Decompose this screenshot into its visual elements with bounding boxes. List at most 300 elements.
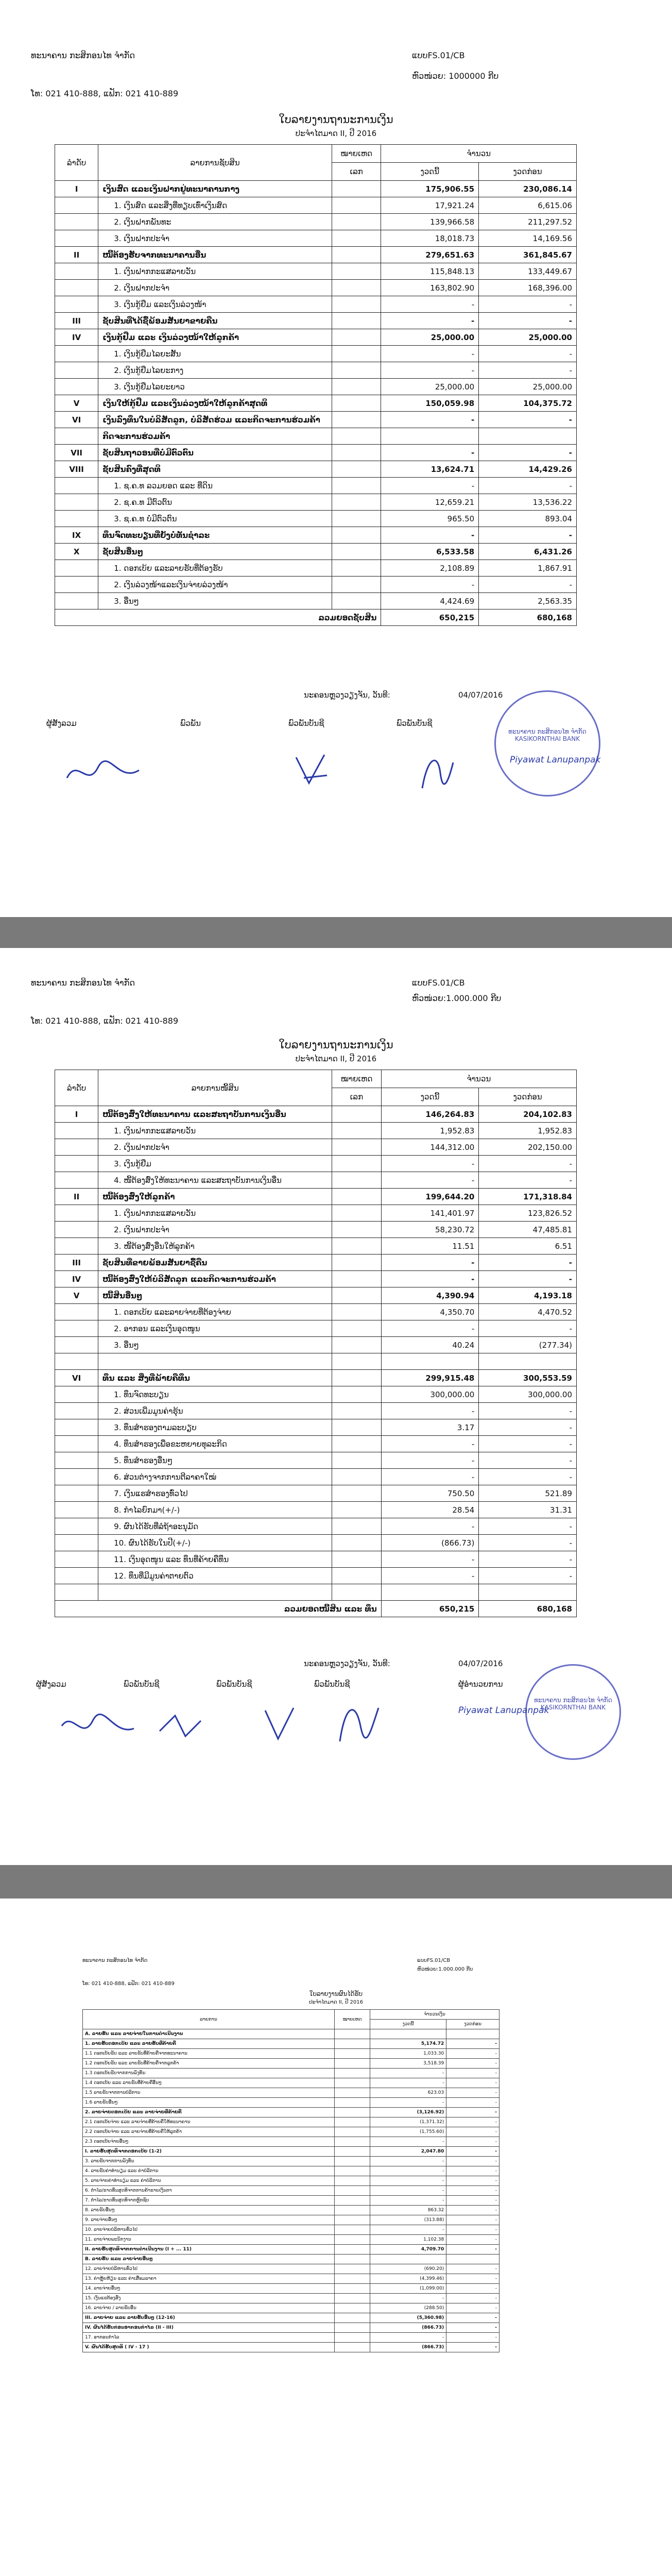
row-current: - <box>370 2294 446 2303</box>
table-row <box>83 2059 499 2069</box>
liabilities-rows <box>55 1106 577 1601</box>
row-label <box>98 1353 332 1370</box>
table-row <box>55 362 577 379</box>
row-label: 1.4 ດອກເບ້ຍ ແລະ ລາຍຮັບທີ່ຄ້າຍຄືອື່ນໆ <box>83 2078 335 2088</box>
row-current: 175,906.55 <box>381 181 479 197</box>
table-row <box>83 2029 499 2039</box>
row-code: VI <box>55 412 98 428</box>
row-previous: (277.34) <box>479 1337 577 1353</box>
row-previous: 47,485.81 <box>479 1222 577 1238</box>
row-previous: 31.31 <box>479 1502 577 1518</box>
row-previous: 211,297.52 <box>479 214 577 230</box>
row-label: 8. ລາຍຮັບອື່ນໆ <box>83 2206 335 2215</box>
row-current: - <box>381 577 479 593</box>
table-row <box>55 1353 577 1370</box>
table-row <box>83 2274 499 2284</box>
row-label: 3. ເງິນກູ້ຢືມ <box>98 1156 332 1172</box>
row-previous: 133,449.67 <box>479 263 577 280</box>
row-code <box>55 1403 98 1419</box>
row-note <box>332 412 381 428</box>
table-row <box>83 2343 499 2352</box>
table-row <box>55 313 577 329</box>
row-note <box>332 1205 381 1222</box>
col-item: ລາຍການໜີ້ສິນ <box>98 1070 332 1106</box>
row-note <box>332 1123 381 1139</box>
form-code: ແບບFS.01/CB <box>412 50 465 60</box>
row-code: II <box>55 1189 98 1205</box>
row-previous: - <box>446 2274 499 2284</box>
table-row <box>55 1436 577 1452</box>
tel-fax: ໂທ: 021 410-888, ແຟັກ: 021 410-889 <box>82 1981 175 1987</box>
page-assets <box>0 0 672 917</box>
signer-2: ພົວພັນ <box>180 719 201 728</box>
row-note <box>335 2127 370 2137</box>
row-current: - <box>370 2225 446 2235</box>
total-previous: 680,168 <box>479 609 577 626</box>
row-previous: - <box>479 1518 577 1535</box>
row-label: 10. ຜົນໄດ້ຮັບໃນປີ(+/-) <box>98 1535 332 1551</box>
row-previous: - <box>446 2303 499 2313</box>
row-previous: 13,536.22 <box>479 494 577 511</box>
row-previous: - <box>446 2157 499 2166</box>
row-current: 6,533.58 <box>381 544 479 560</box>
row-current: - <box>381 1156 479 1172</box>
row-label: ຊັບສິນທີ່ໄດ້ຊື້ພ້ອມສັນຍາຂາຍຄືນ <box>98 313 332 329</box>
row-note <box>332 313 381 329</box>
row-current: - <box>370 2069 446 2078</box>
table-row <box>55 263 577 280</box>
bank-name: ທະນາຄານ ກະສິກອນໄທ ຈຳກັດ <box>31 978 135 988</box>
row-label: 6. ສ່ວນຕ່າງຈາກການຕີລາຄາໃໝ່ <box>98 1469 332 1485</box>
row-current: 300,000.00 <box>381 1386 479 1403</box>
assets-rows <box>55 181 577 609</box>
row-current: (866.73) <box>381 1535 479 1551</box>
row-previous: - <box>446 2235 499 2245</box>
row-note <box>335 2206 370 2215</box>
row-code <box>55 280 98 296</box>
row-label: 3. ອື່ນໆ <box>98 593 332 609</box>
signer-2: ພົວພັນບັນຊີ <box>124 1680 160 1689</box>
row-previous: - <box>446 2245 499 2255</box>
row-note <box>332 1156 381 1172</box>
col-previous: ງວດກ່ອນ <box>446 2020 499 2029</box>
signer-4: ພົວພັນບັນຊີ <box>397 719 433 728</box>
col-previous: ງວດກ່ອນ <box>479 163 577 181</box>
row-previous: 14,429.26 <box>479 461 577 478</box>
row-note <box>332 1518 381 1535</box>
row-note <box>332 560 381 577</box>
table-row <box>55 379 577 395</box>
row-note <box>332 1222 381 1238</box>
table-row <box>55 1106 577 1123</box>
row-code <box>55 230 98 247</box>
row-label: 1. ດອກເບ້ຍ ແລະລາຍຮັບທີ່ຕ້ອງຮັບ <box>98 560 332 577</box>
row-current: (866.73) <box>370 2343 446 2352</box>
row-note <box>332 593 381 609</box>
row-note <box>335 2294 370 2303</box>
row-note <box>332 247 381 263</box>
page-subtitle: ປະຈຳໄຕມາດ II, ປີ 2016 <box>295 1054 377 1063</box>
table-row <box>55 445 577 461</box>
row-label: ເງິນສົດ ແລະເງິນຝາກຢູ່ທະນາຄານກາງ <box>98 181 332 197</box>
row-previous: - <box>446 2176 499 2186</box>
row-note <box>335 2098 370 2108</box>
row-label: III. ລາຍຈ່າຍ ແລະ ລາຍຮັບອື່ນໆ (12-16) <box>83 2313 335 2323</box>
row-previous: - <box>446 2294 499 2303</box>
row-previous: - <box>446 2059 499 2069</box>
row-label: 2. ເງິນຝາກປະຈຳ <box>98 1139 332 1156</box>
row-code <box>55 346 98 362</box>
row-note <box>335 2196 370 2206</box>
row-previous: - <box>446 2088 499 2098</box>
row-label: 17. ອາກອນກຳໄລ <box>83 2333 335 2343</box>
row-previous <box>446 2255 499 2264</box>
row-code <box>55 593 98 609</box>
table-row <box>55 1551 577 1568</box>
row-previous: 4,470.52 <box>479 1304 577 1320</box>
row-code: III <box>55 1255 98 1271</box>
row-note <box>335 2333 370 2343</box>
table-row <box>83 2255 499 2264</box>
sign-place: ນະຄອນຫຼວງວຽງຈັນ, ວັນທີ: <box>304 690 390 700</box>
table-row <box>55 527 577 544</box>
row-note <box>332 1485 381 1502</box>
row-note <box>332 395 381 412</box>
table-row <box>55 280 577 296</box>
row-label: 1. ເງິນຝາກກະແສລາຍວັນ <box>98 263 332 280</box>
signer-5: ຜູ້ອຳນວຍການ <box>458 1680 503 1689</box>
form-code: ແບບFS.01/CB <box>417 1958 451 1963</box>
signature-3 <box>257 1700 304 1747</box>
table-row <box>83 2206 499 2215</box>
row-note <box>335 2284 370 2294</box>
row-note <box>332 1452 381 1469</box>
row-previous: - <box>479 1452 577 1469</box>
row-label: 6. ກຳໄລ/ຂາດທຶນສຸດທິຈາກການຄ້າຂາຍເງິນຕາ <box>83 2186 335 2196</box>
row-current: - <box>381 412 479 428</box>
row-previous: 25,000.00 <box>479 329 577 346</box>
row-label: 1.6 ລາຍຮັບອື່ນໆ <box>83 2098 335 2108</box>
row-previous: - <box>479 527 577 544</box>
row-current: 279,651.63 <box>381 247 479 263</box>
row-previous: - <box>446 2147 499 2157</box>
row-code <box>55 1156 98 1172</box>
col-amount: ຈຳນວນເງິນ <box>370 2010 499 2020</box>
sign-date: 04/07/2016 <box>458 690 503 700</box>
table-row <box>83 2117 499 2127</box>
row-previous: - <box>479 577 577 593</box>
signer-3: ພົວພັນບັນຊີ <box>288 719 324 728</box>
col-current: ງວດນີ້ <box>381 163 479 181</box>
row-label: 1. ລາຍຮັບດອກເບ້ຍ ແລະ ລາຍຮັບທີ່ຄ້າຍຄື <box>83 2039 335 2049</box>
col-amount: ຈຳນວນ <box>381 1070 576 1088</box>
page-income <box>0 1899 672 2576</box>
row-previous <box>479 428 577 445</box>
row-current: - <box>370 2196 446 2206</box>
row-current: - <box>381 1452 479 1469</box>
row-previous: - <box>446 2215 499 2225</box>
row-note <box>332 280 381 296</box>
row-current: 863.32 <box>370 2206 446 2215</box>
table-row <box>55 577 577 593</box>
row-label: 12. ທຶນທີ່ມີມູນຄ່າຕາຍຕົວ <box>98 1568 332 1584</box>
row-previous: - <box>479 1320 577 1337</box>
row-code <box>55 1172 98 1189</box>
row-note <box>332 214 381 230</box>
row-label: ຊັບສິນທີ່ຂາຍພ້ອມສັນຍາຊື້ຄືນ <box>98 1255 332 1271</box>
col-current: ງວດນີ້ <box>370 2020 446 2029</box>
row-note <box>335 2264 370 2274</box>
row-current: 1,952.83 <box>381 1123 479 1139</box>
row-current <box>381 1353 479 1370</box>
row-previous: - <box>479 445 577 461</box>
table-row <box>83 2069 499 2078</box>
row-current <box>370 2255 446 2264</box>
table-row <box>55 1469 577 1485</box>
table-row <box>55 1419 577 1436</box>
row-label: 1. ເງິນສົດ ແລະສິ່ງທີ່ທຽບເທົ່າເງິນສົດ <box>98 197 332 214</box>
row-previous <box>446 2029 499 2039</box>
row-label: ເງິນກູ້ຢືມ ແລະ ເງິນລ່ວງໜ້າໃຫ້ລູກຄ້າ <box>98 329 332 346</box>
table-row <box>83 2176 499 2186</box>
row-note <box>332 577 381 593</box>
row-note <box>335 2225 370 2235</box>
row-current: 40.24 <box>381 1337 479 1353</box>
row-label: 4. ທຶນສຳຮອງເພື່ອຂະຫຍາຍທຸລະກິດ <box>98 1436 332 1452</box>
row-label: 4. ໜີ້ຕ້ອງສົ່ງໃຫ້ທະນາຄານ ແລະສະຖາບັນການເງິນອື່ນ <box>98 1172 332 1189</box>
row-note <box>335 2059 370 2069</box>
signer-1: ຜູ້ສັງລວມ <box>46 719 77 728</box>
row-note <box>332 544 381 560</box>
row-label: ໜີ້ສິນອື່ນໆ <box>98 1287 332 1304</box>
row-previous: - <box>446 2117 499 2127</box>
row-label: 5. ລາຍຈ່າຍຄ່າທຳນຽມ ແລະ ຄ່າບໍລິການ <box>83 2176 335 2186</box>
row-previous: - <box>446 2343 499 2352</box>
row-label: 2. ອາກອນ ແລະເງິນອຸດໜູນ <box>98 1320 332 1337</box>
row-label: V. ຜົນໄດ້ຮັບສຸດທິ ( IV - 17 ) <box>83 2343 335 2352</box>
table-row <box>55 230 577 247</box>
table-row <box>55 461 577 478</box>
row-previous: 6,615.06 <box>479 197 577 214</box>
row-code: III <box>55 313 98 329</box>
row-label: 1. ເງິນກູ້ຢືມໄລຍະສັ້ນ <box>98 346 332 362</box>
row-label: 1. ເງິນຝາກກະແສລາຍວັນ <box>98 1205 332 1222</box>
row-note <box>335 2147 370 2157</box>
row-current: - <box>381 362 479 379</box>
table-row <box>83 2147 499 2157</box>
row-previous: - <box>479 1255 577 1271</box>
table-row <box>55 1271 577 1287</box>
col-note: ໝາຍເຫດ <box>332 145 381 163</box>
row-current <box>381 1584 479 1601</box>
row-current: - <box>370 2166 446 2176</box>
row-label: 10. ລາຍຈ່າຍບໍລິຫານທົ່ວໄປ <box>83 2225 335 2235</box>
row-previous: - <box>446 2098 499 2108</box>
row-label: 13. ຄ່າຫຼຸ້ຍຫ້ຽນ ແລະ ຄ່າເສື່ອມລາຄາ <box>83 2274 335 2284</box>
row-note <box>335 2088 370 2098</box>
row-previous: - <box>446 2225 499 2235</box>
row-previous: - <box>479 313 577 329</box>
row-note <box>335 2323 370 2333</box>
row-note <box>335 2166 370 2176</box>
table-row <box>83 2186 499 2196</box>
row-label: ເງິນໃຫ້ກູ້ຢືມ ແລະເງິນລ່ວງໜ້າໃຫ້ລູກຄ້າສຸດທິ <box>98 395 332 412</box>
row-previous: - <box>446 2323 499 2333</box>
row-previous: - <box>446 2039 499 2049</box>
table-row <box>55 346 577 362</box>
row-previous: - <box>446 2127 499 2137</box>
row-previous: - <box>479 1271 577 1287</box>
row-previous: 300,553.59 <box>479 1370 577 1386</box>
row-previous: - <box>479 362 577 379</box>
row-current: 4,390.94 <box>381 1287 479 1304</box>
table-row <box>83 2245 499 2255</box>
row-note <box>332 230 381 247</box>
row-note <box>335 2186 370 2196</box>
row-note <box>332 1370 381 1386</box>
table-row <box>83 2313 499 2323</box>
table-row <box>55 560 577 577</box>
table-row <box>55 1568 577 1584</box>
row-note <box>335 2039 370 2049</box>
row-previous: 104,375.72 <box>479 395 577 412</box>
row-code: I <box>55 1106 98 1123</box>
row-label: 12. ລາຍຈ່າຍບໍລິຫານທົ່ວໄປ <box>83 2264 335 2274</box>
row-current: 11.51 <box>381 1238 479 1255</box>
row-previous: - <box>446 2137 499 2147</box>
row-label: 5. ທຶນສຳຮອງອື່ນໆ <box>98 1452 332 1469</box>
col-note-sub: ເລກ <box>332 163 381 181</box>
total-previous: 680,168 <box>479 1601 577 1617</box>
row-current: - <box>381 1469 479 1485</box>
row-code <box>55 1222 98 1238</box>
table-row <box>55 544 577 560</box>
row-code <box>55 1452 98 1469</box>
row-current: 623.03 <box>370 2088 446 2098</box>
row-label: ເງິນລົງທຶນໃນບໍລິສັດລູກ, ບໍລິສັດຮ່ວມ ແລະກິດຈະການຮ່ວມຄ້າ <box>98 412 332 428</box>
row-label: 2. ເງິນກູ້ຢືມໄລຍະກາງ <box>98 362 332 379</box>
row-note <box>335 2235 370 2245</box>
row-code <box>55 1518 98 1535</box>
col-note: ໝາຍເຫດ <box>332 1070 381 1088</box>
table-row <box>83 2303 499 2313</box>
table-row <box>83 2323 499 2333</box>
page-title: ໃບລາຍງານຜົນໄດ້ຮັບ <box>309 1990 363 1997</box>
row-current: 115,848.13 <box>381 263 479 280</box>
row-current: 17,921.24 <box>381 197 479 214</box>
row-label: IV. ຜົນໄດ້ຮັບກ່ອນອາກອນກຳໄລ (II - III) <box>83 2323 335 2333</box>
row-current: 139,966.58 <box>381 214 479 230</box>
row-label: 1. ທຶນຈົດທະບຽນ <box>98 1386 332 1403</box>
row-previous <box>479 1584 577 1601</box>
row-note <box>332 1189 381 1205</box>
row-code <box>55 1502 98 1518</box>
signature-name: Piyawat Lanupanpak <box>510 755 601 765</box>
row-code <box>55 1419 98 1436</box>
form-code: ແບບFS.01/CB <box>412 978 465 988</box>
table-row <box>55 181 577 197</box>
row-current: 5,174.72 <box>370 2039 446 2049</box>
row-code <box>55 511 98 527</box>
row-label: 1. ເງິນຝາກກະແສລາຍວັນ <box>98 1123 332 1139</box>
row-code <box>55 560 98 577</box>
signature-2 <box>288 747 335 793</box>
row-label: 1.1 ດອກເບ້ຍຮັບ ແລະ ລາຍຮັບທີ່ຄ້າຍຄືຈາກທະນາຄານ <box>83 2049 335 2059</box>
row-label: A. ລາຍຮັບ ແລະ ລາຍຈ່າຍໃນການດຳເນີນງານ <box>83 2029 335 2039</box>
col-item: ລາຍການຊັບສິນ <box>98 145 332 181</box>
row-note <box>332 1320 381 1337</box>
row-current: - <box>370 2078 446 2088</box>
row-label: 9. ລາຍຈ່າຍອື່ນໆ <box>83 2215 335 2225</box>
row-label: 3. ຊ.ຄ.ທ ບໍ່ມີຕົວຕົນ <box>98 511 332 527</box>
bank-stamp: ທະນາຄານ ກະສິກອນໄທ ຈຳກັດ KASIKORNTHAI BANK <box>525 1664 621 1760</box>
row-previous: - <box>479 1436 577 1452</box>
table-row <box>55 1485 577 1502</box>
table-row <box>55 412 577 428</box>
row-label: 1.5 ລາຍຮັບຈາກການບໍລິການ <box>83 2088 335 2098</box>
table-row <box>83 2078 499 2088</box>
row-previous: 893.04 <box>479 511 577 527</box>
row-label: 2.2 ດອກເບ້ຍຈ່າຍ ແລະ ລາຍຈ່າຍທີ່ຄ້າຍຄືໃຫ້ລູກຄ້າ <box>83 2127 335 2137</box>
row-note <box>332 1287 381 1304</box>
row-current: 150,059.98 <box>381 395 479 412</box>
row-label: 2. ເງິນຝາກພັນທະ <box>98 214 332 230</box>
row-label: 2. ເງິນຝາກປະຈຳ <box>98 280 332 296</box>
signature-2 <box>154 1705 206 1747</box>
row-label: ໜີ້ຕ້ອງສົ່ງໃຫ້ລູກຄ້າ <box>98 1189 332 1205</box>
row-current: (1,371.32) <box>370 2117 446 2127</box>
row-note <box>335 2215 370 2225</box>
row-code <box>55 1304 98 1320</box>
row-previous: - <box>479 1172 577 1189</box>
signer-3: ພົວພັນບັນຊີ <box>216 1680 252 1689</box>
page-title: ໃບລາຍງານຖານະການເງິນ <box>279 113 393 126</box>
row-note <box>335 2069 370 2078</box>
row-current: 3.17 <box>381 1419 479 1436</box>
table-row <box>83 2137 499 2147</box>
row-label: 7. ເງິນແຮສຳຮອງທົ່ວໄປ <box>98 1485 332 1502</box>
row-note <box>335 2245 370 2255</box>
row-label: ທຶນຈົດທະບຽນທີ່ຍັງບໍ່ທັນຊຳລະ <box>98 527 332 544</box>
row-note <box>332 362 381 379</box>
row-current: - <box>370 2157 446 2166</box>
row-label: 14. ລາຍຈ່າຍອື່ນໆ <box>83 2284 335 2294</box>
row-previous: - <box>479 1156 577 1172</box>
row-label: ກິດຈະການຮ່ວມຄ້າ <box>98 428 332 445</box>
row-note <box>332 1568 381 1584</box>
table-row <box>55 1518 577 1535</box>
row-previous: - <box>479 1419 577 1436</box>
row-note <box>332 346 381 362</box>
row-previous: - <box>446 2078 499 2088</box>
row-current: - <box>381 478 479 494</box>
row-code: X <box>55 544 98 560</box>
row-note <box>332 379 381 395</box>
row-label: 7. ກຳໄລ/ຂາດທຶນສຸດທິຈາກຫຼັກຊັບ <box>83 2196 335 2206</box>
sign-date: 04/07/2016 <box>458 1659 503 1668</box>
table-row <box>55 1255 577 1271</box>
row-label: 16. ລາຍຈ່າຍ / ລາຍຮັບອື່ນ <box>83 2303 335 2313</box>
row-label: ທຶນ ແລະ ສິ່ງທີ່ພ້າຍຄືທຶນ <box>98 1370 332 1386</box>
signature-name: Piyawat Lanupanpak <box>458 1705 549 1716</box>
row-note <box>335 2343 370 2352</box>
row-note <box>332 511 381 527</box>
col-note: ໝາຍເຫດ <box>335 2010 370 2029</box>
col-note-sub: ເລກ <box>332 1088 381 1106</box>
table-row <box>55 1337 577 1353</box>
table-row <box>55 478 577 494</box>
row-previous: 25,000.00 <box>479 379 577 395</box>
